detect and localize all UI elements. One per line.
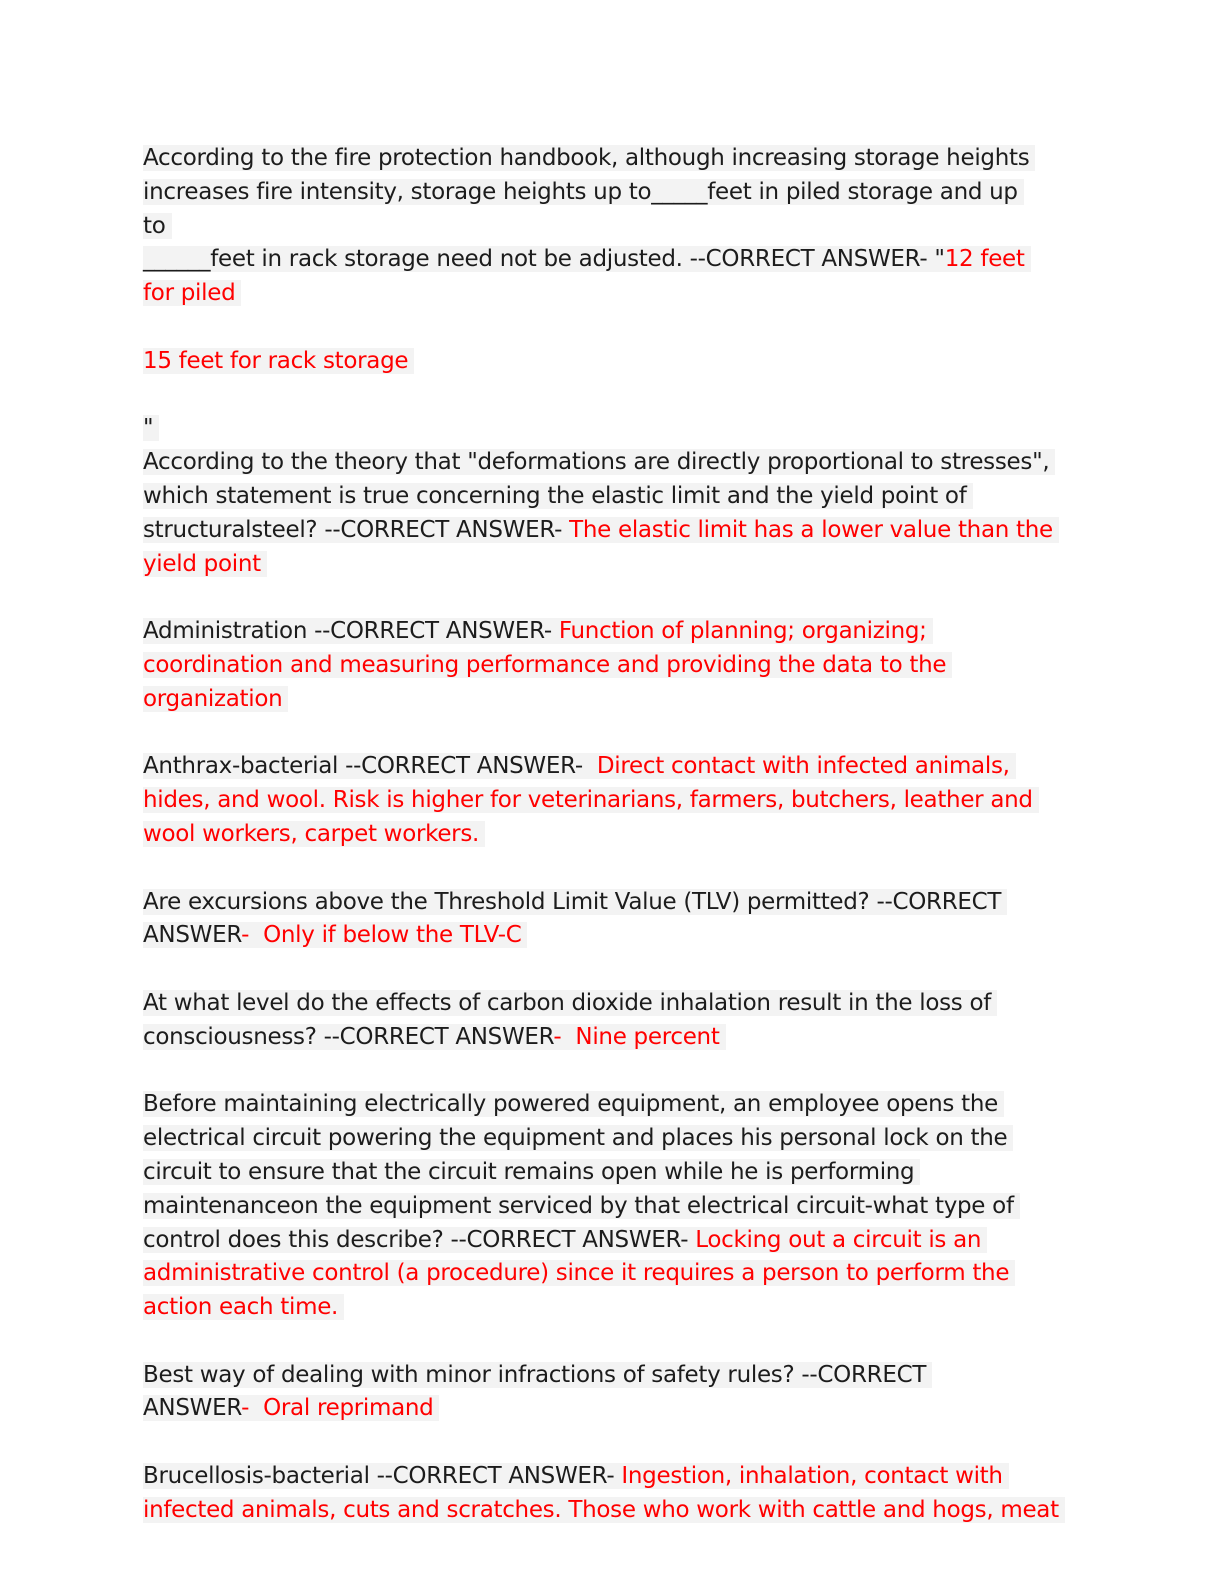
text-line <box>143 818 1073 852</box>
line-highlight <box>143 889 1007 915</box>
question-text: structuralsteel? --CORRECT ANSWER- <box>143 516 570 543</box>
line-highlight <box>143 213 172 239</box>
text-line <box>143 649 1073 683</box>
question-text: Are excursions above the Threshold Limit Value (TLV) permitted? --CORRECT <box>143 888 1002 915</box>
blank-line <box>143 379 1073 413</box>
qa-entry <box>143 987 1073 1088</box>
question-text: control does this describe? --CORRECT ANSWER- <box>143 1226 696 1253</box>
qa-entry <box>143 750 1073 885</box>
question-text: to <box>143 212 166 239</box>
question-text: At what level do the effects of carbon dioxide inhalation result in the loss of <box>143 989 992 1016</box>
answer-text: yield point <box>143 550 261 577</box>
answer-text: administrative control (a procedure) since it requires a person to perform the <box>143 1260 1010 1287</box>
question-text: Best way of dealing with minor infractions of safety rules? --CORRECT <box>143 1361 927 1388</box>
text-line <box>143 1257 1073 1291</box>
text-line <box>143 784 1073 818</box>
line-highlight <box>143 618 933 644</box>
line-highlight <box>143 922 527 948</box>
blank-line <box>143 852 1073 886</box>
answer-text: Ingestion, inhalation, contact with <box>621 1463 1003 1490</box>
text-line <box>143 243 1073 277</box>
answer-text: - Only if below the TLV-C <box>241 922 522 949</box>
line-highlight <box>143 179 1024 205</box>
line-highlight <box>143 753 1016 779</box>
text-line <box>143 142 1073 176</box>
text-line <box>143 1392 1073 1426</box>
text-line <box>143 1088 1073 1122</box>
text-line <box>143 750 1073 784</box>
line-highlight <box>143 348 414 374</box>
line-highlight <box>143 1497 1065 1523</box>
text-line <box>143 210 1073 244</box>
line-highlight <box>143 280 241 306</box>
question-text: increases fire intensity, storage heights up to_____feet in piled storage and up <box>143 178 1018 205</box>
question-text: which statement is true concerning the elastic limit and the yield point of <box>143 482 967 509</box>
line-highlight <box>143 415 159 441</box>
blank-line <box>143 717 1073 751</box>
line-highlight <box>143 1294 344 1320</box>
qa-entry <box>143 1359 1073 1460</box>
text-line <box>143 987 1073 1021</box>
text-line <box>143 1021 1073 1055</box>
line-highlight <box>143 1463 1009 1489</box>
text-line <box>143 176 1073 210</box>
text-line <box>143 446 1073 480</box>
answer-text: organization <box>143 685 283 712</box>
text-line <box>143 1291 1073 1325</box>
question-text: circuit to ensure that the circuit remains open while he is performing <box>143 1158 915 1185</box>
question-text: Brucellosis-bacterial --CORRECT ANSWER- <box>143 1463 622 1490</box>
question-text: electrical circuit powering the equipment and places his personal lock on the <box>143 1125 1008 1152</box>
question-text: Before maintaining electrically powered equipment, an employee opens the <box>143 1091 998 1118</box>
blank-line <box>143 581 1073 615</box>
question-text: Administration --CORRECT ANSWER- <box>143 618 559 645</box>
document-page <box>143 142 1073 1528</box>
answer-text: Locking out a circuit is an <box>695 1226 982 1253</box>
line-highlight <box>143 483 973 509</box>
text-line <box>143 1156 1073 1190</box>
answer-text: Function of planning; organizing; <box>558 618 927 645</box>
text-line <box>143 1224 1073 1258</box>
question-text: According to the fire protection handbook, although increasing storage heights <box>143 145 1030 171</box>
line-highlight <box>143 821 485 847</box>
qa-entry <box>143 615 1073 750</box>
answer-text: wool workers, carpet workers. <box>143 820 480 847</box>
text-line <box>143 1122 1073 1156</box>
line-highlight <box>143 145 1035 171</box>
question-text: ______feet in rack storage need not be adjusted. --CORRECT ANSWER- " <box>143 246 945 273</box>
line-highlight <box>143 1159 920 1185</box>
line-highlight <box>143 787 1039 813</box>
question-text: ANSWER <box>143 922 242 949</box>
question-text: consciousness? --CORRECT ANSWER <box>143 1023 554 1050</box>
text-line <box>143 1359 1073 1393</box>
text-line <box>143 1494 1073 1528</box>
line-highlight <box>143 686 288 712</box>
blank-line <box>143 1426 1073 1460</box>
blank-line <box>143 1325 1073 1359</box>
answer-text: - Oral reprimand <box>241 1395 434 1422</box>
question-text: According to the theory that "deformations are directly proportional to stresses", <box>143 449 1050 476</box>
text-line <box>143 345 1073 379</box>
line-highlight <box>143 990 997 1016</box>
answer-text: action each time. <box>143 1294 339 1321</box>
text-line <box>143 514 1073 548</box>
text-line <box>143 1190 1073 1224</box>
line-highlight <box>143 1024 726 1050</box>
qa-entry <box>143 1088 1073 1358</box>
text-line <box>143 412 1073 446</box>
answer-text: 15 feet for rack storage <box>143 347 409 374</box>
qa-entry <box>143 446 1073 615</box>
line-highlight <box>143 1227 987 1253</box>
answer-text: The elastic limit has a lower value than the <box>569 516 1053 543</box>
line-highlight <box>143 246 1031 272</box>
text-line <box>143 615 1073 649</box>
question-text: " <box>143 415 154 442</box>
answer-text: Direct contact with infected animals, <box>596 753 1010 780</box>
question-text: Anthrax-bacterial --CORRECT ANSWER- <box>143 753 597 780</box>
line-highlight <box>143 1362 932 1388</box>
qa-entry <box>143 1460 1073 1528</box>
line-highlight <box>143 551 267 577</box>
blank-line <box>143 1055 1073 1089</box>
line-highlight <box>143 1260 1015 1286</box>
line-highlight <box>143 1395 439 1421</box>
answer-text: - Nine percent <box>553 1023 720 1050</box>
text-line <box>143 683 1073 717</box>
text-line <box>143 548 1073 582</box>
text-line <box>143 919 1073 953</box>
answer-text: for piled <box>143 280 236 307</box>
line-highlight <box>143 517 1059 543</box>
question-text: ANSWER <box>143 1395 242 1422</box>
question-text: maintenanceon the equipment serviced by that electrical circuit-what type of <box>143 1192 1014 1219</box>
blank-line <box>143 953 1073 987</box>
line-highlight <box>143 1125 1013 1151</box>
qa-entry <box>143 886 1073 987</box>
line-highlight <box>143 1091 1004 1117</box>
blank-line <box>143 311 1073 345</box>
qa-entry <box>143 142 1073 446</box>
text-line <box>143 277 1073 311</box>
line-highlight <box>143 1193 1020 1219</box>
text-line <box>143 480 1073 514</box>
answer-text: coordination and measuring performance and providing the data to the <box>143 651 947 678</box>
answer-text: infected animals, cuts and scratches. Those who work with cattle and hogs, meat <box>143 1496 1059 1523</box>
answer-text: hides, and wool. Risk is higher for veterinarians, farmers, butchers, leather and <box>143 787 1033 814</box>
text-line <box>143 1460 1073 1494</box>
text-line <box>143 886 1073 920</box>
line-highlight <box>143 449 1055 475</box>
answer-text: 12 feet <box>944 246 1025 273</box>
line-highlight <box>143 652 952 678</box>
